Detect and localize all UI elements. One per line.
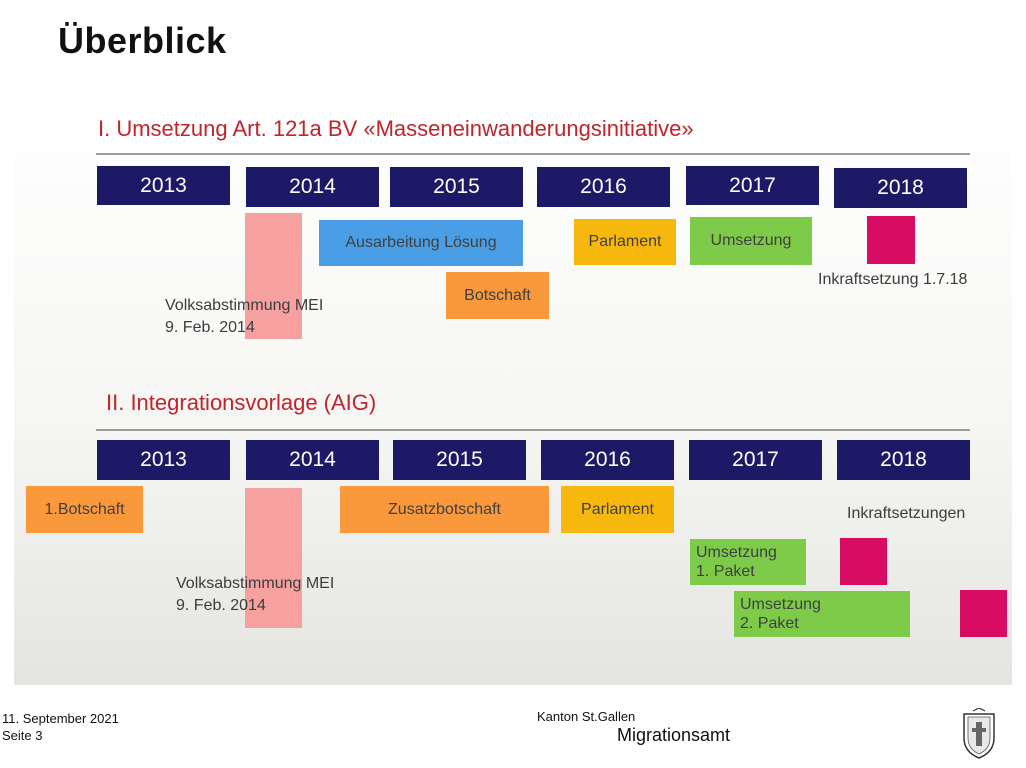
s2-bar-botschaft: 1.Botschaft bbox=[26, 486, 143, 533]
section-2-rule bbox=[96, 429, 970, 431]
s2-year-2014: 2014 bbox=[246, 440, 379, 480]
s2-umsetzung-2-line2: 2. Paket bbox=[740, 615, 799, 632]
timeline-graphic bbox=[14, 98, 1012, 685]
s2-vote-label-line2: 9. Feb. 2014 bbox=[176, 597, 266, 615]
s2-year-2016: 2016 bbox=[541, 440, 674, 480]
s1-vote-label bbox=[165, 295, 323, 340]
s1-bar-umsetzung: Umsetzung bbox=[690, 217, 812, 265]
s1-year-2017: 2017 bbox=[686, 166, 819, 205]
s2-inkraftsetzungen-label: Inkraftsetzungen bbox=[847, 505, 966, 522]
section-2-title: II. Integrationsvorlage (AIG) bbox=[106, 390, 377, 415]
s2-bar-parlament: Parlament bbox=[561, 486, 674, 533]
s1-bar-parlament: Parlament bbox=[574, 219, 676, 265]
s2-year-2015: 2015 bbox=[393, 440, 526, 480]
s2-umsetzung-2-line1: Umsetzung bbox=[740, 595, 821, 613]
s1-year-2014: 2014 bbox=[246, 167, 379, 207]
s2-year-2018: 2018 bbox=[837, 440, 970, 480]
section-1-title: I. Umsetzung Art. 121a BV «Masseneinwanderungsinitiative» bbox=[98, 116, 694, 141]
footer-org: Kanton St.Gallen bbox=[537, 709, 636, 724]
s2-bar-zusatzbotschaft: Zusatzbotschaft bbox=[340, 486, 549, 533]
footer-page: Seite 3 bbox=[2, 727, 43, 743]
s2-umsetzung-1-line2: 1. Paket bbox=[696, 563, 755, 580]
section-1-rule bbox=[96, 153, 970, 155]
s2-year-2017: 2017 bbox=[689, 440, 822, 480]
s1-year-2016: 2016 bbox=[537, 167, 670, 207]
s2-inkraft-marker-1 bbox=[840, 538, 887, 585]
s2-vote-label-line1: Volksabstimmung MEI bbox=[176, 575, 335, 592]
s2-bar-umsetzung-1 bbox=[690, 539, 806, 585]
s1-inkraft-marker bbox=[867, 216, 915, 264]
page-title: Überblick bbox=[58, 20, 227, 61]
footer-department: Migrationsamt bbox=[617, 725, 731, 745]
footer-date: 11. September 2021 bbox=[2, 711, 119, 726]
footer-meta bbox=[2, 711, 119, 745]
s1-year-2013: 2013 bbox=[97, 166, 230, 205]
s1-year-2018: 2018 bbox=[834, 168, 967, 208]
s1-vote-label-line2: 9. Feb. 2014 bbox=[165, 319, 255, 337]
s2-bar-umsetzung-2 bbox=[734, 591, 910, 637]
s2-umsetzung-1-line1: Umsetzung bbox=[696, 543, 777, 561]
s2-year-2013: 2013 bbox=[97, 440, 230, 480]
s1-bar-ausarbeitung: Ausarbeitung Lösung bbox=[319, 220, 523, 266]
s2-vote-label bbox=[176, 573, 334, 618]
s1-bar-botschaft: Botschaft bbox=[446, 272, 549, 319]
s1-vote-label-line1: Volksabstimmung MEI bbox=[165, 297, 324, 314]
s1-year-2015: 2015 bbox=[390, 167, 523, 207]
s2-inkraft-marker-2 bbox=[960, 590, 1007, 637]
canton-st-gallen-coat-of-arms-icon bbox=[958, 708, 1000, 760]
s1-inkraftsetzung-label: Inkraftsetzung 1.7.18 bbox=[818, 271, 968, 288]
